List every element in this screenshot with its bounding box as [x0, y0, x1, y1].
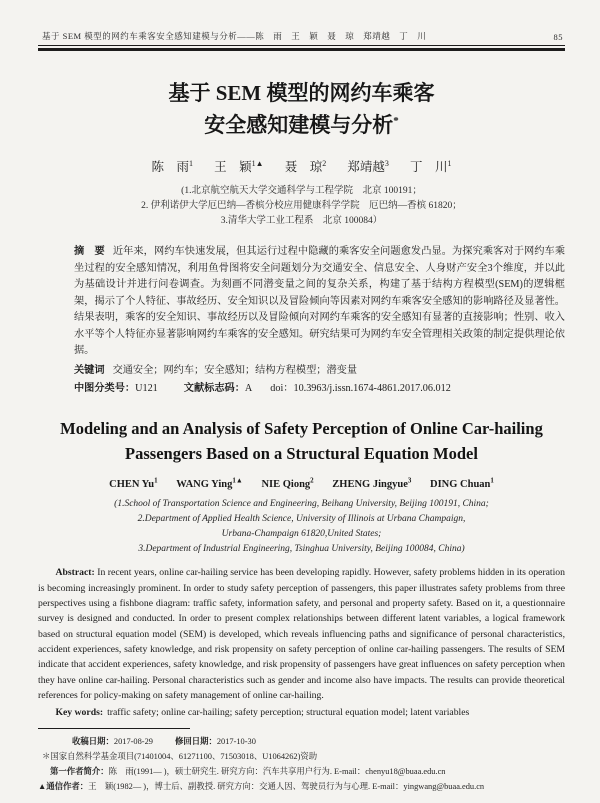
footnote-first-author [38, 765, 565, 780]
received-label: 收稿日期： [72, 737, 114, 747]
author-cn-sup: 1 [447, 158, 452, 168]
author-cn-name: 丁 川 [409, 159, 448, 174]
paper-title-cn [38, 77, 565, 142]
abstract-cn [74, 244, 565, 360]
author-cn [285, 160, 327, 174]
keywords-en [38, 705, 565, 720]
abstract-cn-label: 摘 要 [74, 246, 105, 258]
author-en-name: WANG Ying [176, 479, 233, 491]
doc-code-value: A [244, 383, 253, 395]
author-cn [410, 160, 452, 174]
title-en-line1: Modeling and an Analysis of Safety Perception of Online Car-hailing [60, 419, 543, 439]
affiliations-cn [38, 184, 565, 230]
author-en-sup: 3 [407, 476, 412, 485]
affiliation-en-line: 3.Department of Industrial Engineering, Tsinghua University, Beijing 100084, China) [138, 543, 465, 554]
author-cn-sup: 1▲ [251, 158, 264, 168]
affiliations-en [38, 497, 565, 556]
running-title: 基于 SEM 模型的网约车乘客安全感知建模与分析——陈 雨 王 颖 聂 琼 郑靖越 丁 川 [42, 31, 427, 41]
author-en [109, 476, 158, 491]
footnote-dates [38, 735, 565, 750]
author-cn [214, 160, 263, 174]
clc-label: 中图分类号： [74, 383, 136, 395]
author-en [176, 476, 243, 491]
author-cn [152, 160, 194, 174]
author-cn-name: 聂 琼 [284, 159, 323, 174]
abstract-en-label: Abstract: [55, 567, 95, 579]
author-en-sup: 1 [154, 476, 158, 485]
author-cn-sup: 2 [322, 158, 327, 168]
abstract-cn-text: 近年来，网约车快速发展，但其运行过程中隐藏的乘客安全问题愈发凸显。为探究乘客对于网约车乘坐过程的安全感知情况，利用鱼骨图将安全问题划分为交通安全、信息安全、人身财产安全3个维度，并以此为基础设计并进行问卷调查。为刻画不同潜变量之间的复杂关系，构建了基于结构方程模型(SEM)的逻辑框架，揭示了个人特征、事故经历、安全知识以及冒险倾向等因素对网约车乘客安全感知的影响路径及显著性。结果表明，乘客的安全知识、事故经历以及冒险倾向对网约车乘客的安全感知有显著的直接影响；性别、收入水平等个人特征亦显著影响网约车乘客的安全感知。研究结果可为网约车安全管理相关政策的制定提供理论依据。 [74, 246, 566, 357]
first-author-label: 第一作者简介： [50, 767, 109, 777]
author-cn-sup: 3 [384, 158, 389, 168]
authors-cn [38, 157, 565, 175]
corresponding-label: ▲通信作者： [38, 782, 89, 792]
author-en-name: NIE Qiong [261, 479, 311, 491]
keywords-en-text: traffic safety; online car-hailing; safety perception; structural equation model; latent variables [107, 707, 470, 719]
header-rule-thick [38, 48, 565, 51]
author-cn-sup: 1 [189, 158, 194, 168]
author-en-name: DING Chuan [429, 479, 491, 491]
abstract-en [38, 565, 565, 703]
first-author-text: 陈 雨(1991— )，硕士研究生. 研究方向：汽车共享用户行为. E-mail：chenyu18@buaa.edu.cn [108, 767, 446, 777]
title-en-line2: Passengers Based on a Structural Equation Model [125, 444, 478, 464]
footnotes [38, 728, 565, 795]
footnote-corresponding-author [38, 780, 565, 795]
doi-value: 10.3963/j.issn.1674-4861.2017.06.012 [293, 383, 451, 395]
received-date: 2017-08-29 [113, 737, 153, 747]
keywords-en-label: Key words: [55, 707, 104, 719]
affiliation-cn-line: 2. 伊利诺伊大学厄巴纳—香槟分校应用健康科学学院 厄巴纳—香槟 61820； [141, 200, 462, 211]
author-en-sup: 1▲ [232, 476, 243, 485]
abstract-en-text: In recent years, online car-hailing service has been developing rapidly. However, safety problems hidden in its operation is becoming increasingly prominent. In order to study safety perception of passengers, this paper illustrates safety problems from three perspectives using a fishbone diagram: traffic safety, information safety, and personal and property safety. Based on it, a questionnaire survey is designed and conducted. In order to present complex relationships between different latent variables, a logical framework based on structural equation model (SEM) is developed, which reveals influencing paths and significance of personal characteristics, accident experiences, safety knowledge, and risk propensity on safety perception of online car-hailing passengers. The results of SEM indicate that accident experiences, safety knowledge, and risk propensity of passengers have great influences on safety perception when they have online car-hailing. Personal characteristics such as gender and income also have impacts. The results can provide theoretical references for policy-making on safety management of online car-hailing. [38, 567, 565, 701]
affiliation-en-line: 2.Department of Applied Health Science, University of Illinois at Urbana Champaign, [137, 514, 466, 525]
authors-en [38, 477, 565, 491]
revised-date: 2017-10-30 [216, 737, 256, 747]
chinese-abstract-block [74, 244, 565, 397]
classification-line [74, 381, 565, 397]
header-rule-thin [38, 45, 565, 46]
author-cn-name: 郑靖越 [347, 159, 385, 174]
title-cn-line2: 安全感知建模与分析 [204, 113, 394, 138]
revised-label: 修回日期： [174, 737, 217, 747]
keywords-cn-text: 交通安全；网约车；安全感知；结构方程模型；潜变量 [112, 364, 358, 376]
affiliation-cn-line: 3.清华大学工业工程系 北京 100084） [220, 215, 383, 226]
title-footnote-mark: * [393, 115, 399, 128]
affiliation-en-line: Urbana-Champaign 61820,United States; [221, 528, 382, 539]
doi-label: doi： [270, 383, 294, 395]
affiliation-cn-line: (1.北京航空航天大学交通科学与工程学院 北京 100191； [181, 185, 422, 196]
author-en-sup: 2 [310, 476, 314, 485]
author-en-name: ZHENG Jingyue [332, 479, 408, 491]
keywords-cn [74, 363, 565, 379]
doc-code-label: 文献标志码： [183, 383, 245, 395]
keywords-cn-label: 关键词 [74, 364, 105, 376]
footnote-funding: ＊国家自然科学基金项目(71401004、61271100、71503018、U1064262)资助 [42, 752, 318, 762]
title-cn-line1: 基于 SEM 模型的网约车乘客 [168, 80, 435, 105]
author-cn [347, 160, 389, 174]
author-en [429, 476, 494, 491]
clc-value: U121 [135, 383, 158, 395]
affiliation-en-line: (1.School of Transportation Science and Engineering, Beihang University, Beijing 100191, China; [114, 499, 489, 510]
author-cn-name: 陈 雨 [151, 159, 190, 174]
page-number: 85 [553, 32, 563, 42]
author-cn-name: 王 颖 [214, 159, 252, 174]
footnote-rule [38, 728, 190, 730]
author-en-name: CHEN Yu [109, 479, 155, 491]
paper-title-en [38, 417, 565, 467]
author-en-sup: 1 [490, 476, 494, 485]
corresponding-text: 王 颖(1982— )，博士后、副教授. 研究方向：交通人因、驾驶员行为与心理. E-mail：yingwang@buaa.edu.cn [88, 782, 485, 792]
running-header [38, 30, 565, 45]
author-en [261, 476, 314, 491]
author-en [332, 476, 412, 491]
